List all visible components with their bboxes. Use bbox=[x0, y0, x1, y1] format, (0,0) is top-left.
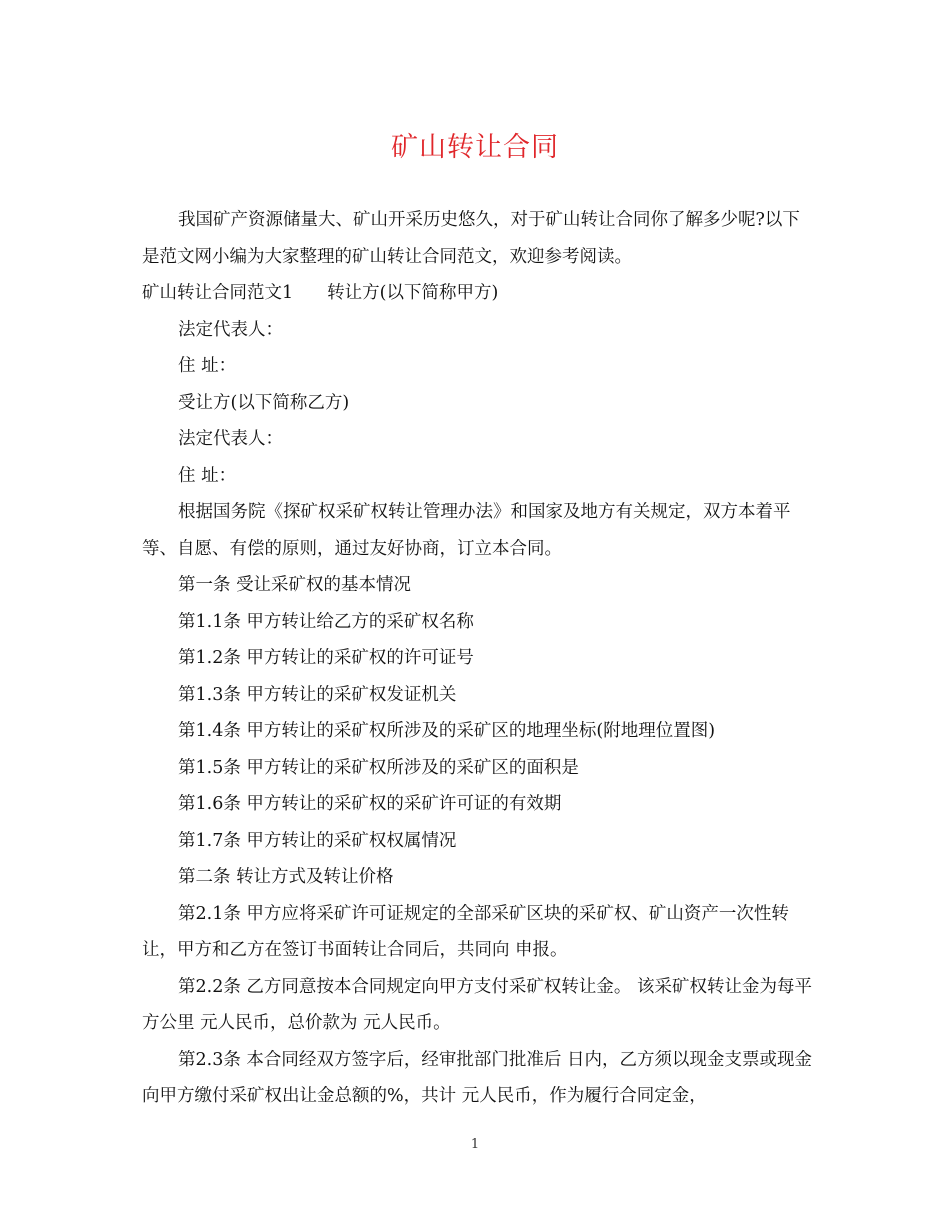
article-2-2: 第2.2条 乙方同意按本合同规定向甲方支付采矿权转让金。 该采矿权转让金为每平方公里 元人民币，总价款为 元人民币。 bbox=[142, 976, 812, 1033]
article-1-7: 第1.7条 甲方转让的采矿权权属情况 bbox=[178, 830, 457, 851]
transferor-line: 转让方(以下简称甲方) bbox=[327, 283, 499, 303]
article-1-3: 第1.3条 甲方转让的采矿权发证机关 bbox=[178, 684, 457, 705]
article-1-heading: 第一条 受让采矿权的基本情况 bbox=[178, 575, 412, 595]
transferee-line: 受让方(以下简称乙方) bbox=[178, 392, 350, 413]
article-1-6: 第1.6条 甲方转让的采矿权的采矿许可证的有效期 bbox=[178, 794, 562, 814]
article-1-4: 第1.4条 甲方转让的采矿权所涉及的采矿区的地理坐标(附地理位置图) bbox=[178, 721, 716, 741]
sample-heading-line bbox=[142, 275, 812, 312]
legal-representative-2: 法定代表人： bbox=[178, 429, 283, 449]
article-1-1: 第1.1条 甲方转让给乙方的采矿权名称 bbox=[178, 611, 474, 632]
legal-representative-1: 法定代表人： bbox=[178, 319, 283, 340]
article-1-5: 第1.5条 甲方转让的采矿权所涉及的采矿区的面积是 bbox=[178, 757, 579, 778]
sample-heading: 矿山转让合同范文1 bbox=[142, 283, 294, 303]
page-number: 1 bbox=[470, 1137, 480, 1152]
article-2-1: 第2.1条 甲方应将采矿许可证规定的全部采矿区块的采矿权、矿山资产一次性转让，甲方和乙方在签订书面转让合同后，共同向 申报。 bbox=[142, 903, 789, 960]
article-2-3: 第2.3条 本合同经双方签字后，经审批部门批准后 日内，乙方须以现金支票或现金向甲方缴付采矿权出让金总额的%，共计 元人民币，作为履行合同定金， bbox=[142, 1049, 812, 1106]
document-title: 矿山转让合同 bbox=[391, 132, 559, 163]
basis-paragraph: 根据国务院《探矿权采矿权转让管理办法》和国家及地方有关规定，双方本着平等、自愿、有偿的原则，通过友好协商，订立本合同。 bbox=[142, 502, 791, 559]
address-1: 住 址： bbox=[178, 356, 237, 376]
document-body bbox=[142, 202, 812, 1115]
article-1-2: 第1.2条 甲方转让的采矿权的许可证号 bbox=[178, 648, 474, 668]
address-2: 住 址： bbox=[178, 465, 237, 486]
intro-paragraph: 我国矿产资源储量大、矿山开采历史悠久，对于矿山转让合同你了解多少呢?以下是范文网小编为大家整理的矿山转让合同范文，欢迎参考阅读。 bbox=[142, 210, 800, 267]
article-2-heading: 第二条 转让方式及转让价格 bbox=[178, 867, 394, 887]
